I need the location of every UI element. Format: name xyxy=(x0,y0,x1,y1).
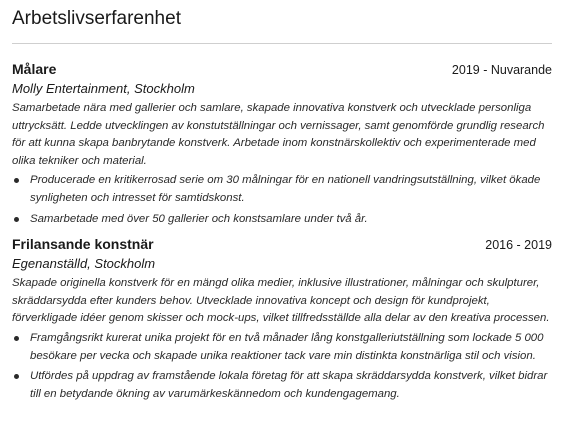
section-divider xyxy=(12,43,552,44)
job-entry xyxy=(12,61,552,228)
achievement-item xyxy=(12,330,552,365)
job-dates: 2019 - Nuvarande xyxy=(451,63,552,77)
section-title: Arbetslivserfarenhet xyxy=(12,8,181,29)
bullet-icon xyxy=(14,178,19,183)
bullet-icon xyxy=(14,374,19,379)
job-header xyxy=(12,61,552,77)
job-title: Målare xyxy=(12,61,57,77)
job-employer: Molly Entertainment, Stockholm xyxy=(12,81,195,96)
job-description: Samarbetade nära med gallerier och samlare, skapade innovativa konstverk och utvecklade personliga uttrycksätt. Ledde utvecklingen av konstutställningar och vernissager, samt genomförde grundlig research för att kunna skapa banbrytande konstverk. Arbetade inom konstnärskollektiv och experimenterade med olika tekniker och material. xyxy=(12,102,545,167)
achievement-item xyxy=(12,211,552,229)
job-achievements xyxy=(12,330,552,403)
job-description: Skapade originella konstverk för en mängd olika medier, inklusive illustrationer, målningar och skulpturer, skräddarsydda efter kunders behov. Utvecklade innovativa koncept och design för kundprojekt, förverkligade idéer genom skisser och mock-ups, vilket tillfredsställde alla delar av den kreativa processen. xyxy=(12,277,550,325)
job-entry xyxy=(12,236,552,403)
job-employer: Egenanställd, Stockholm xyxy=(12,256,156,272)
bullet-icon xyxy=(14,336,19,341)
job-header xyxy=(12,236,552,252)
achievement-item xyxy=(12,368,552,403)
achievement-text: Utfördes på uppdrag av framstående lokala företag för att skapa skräddarsydda konstverk, vilket bidrar till en betydande ökning av varumärkeskännedom och kundengagemang. xyxy=(30,370,548,400)
achievement-item xyxy=(12,172,552,207)
achievement-text: Framgångsrikt kurerat unika projekt för en två månader lång konstgalleriutställning som lockade 5 000 besökare per vecka och skapade unika reaktioner tack vare min distinkta konstnärliga stil och vision. xyxy=(30,331,544,362)
achievement-text: Producerade en kritikerrosad serie om 30 målningar för en nationell vandringsutställning, vilket ökade synligheten och intresset för samtidskonst. xyxy=(30,174,541,204)
job-achievements xyxy=(12,172,552,228)
bullet-icon xyxy=(14,217,19,222)
achievement-text: Samarbetade med över 50 gallerier och konstsamlare under två år. xyxy=(30,212,368,225)
work-experience-section xyxy=(12,0,552,406)
job-title: Frilansande konstnär xyxy=(12,236,154,253)
job-dates: 2016 - 2019 xyxy=(485,238,552,253)
